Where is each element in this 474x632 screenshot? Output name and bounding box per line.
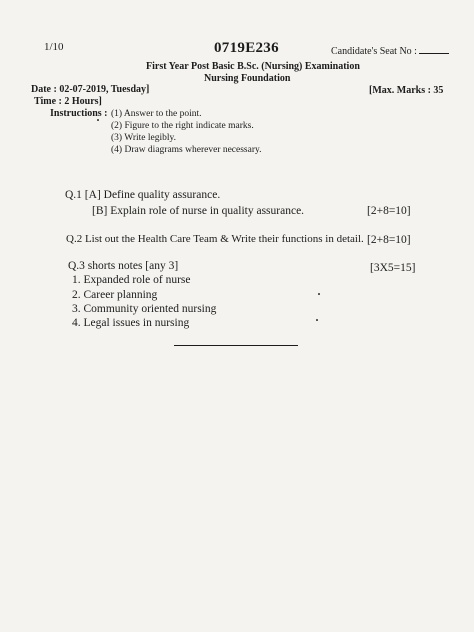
question-3-marks: [3X5=15]: [370, 262, 416, 274]
scan-speck: [316, 319, 318, 321]
subject-title: Nursing Foundation: [204, 73, 291, 84]
question-3-item: 3. Community oriented nursing: [72, 303, 217, 315]
question-2-marks: [2+8=10]: [367, 234, 411, 246]
instruction-item: (4) Draw diagrams wherever necessary.: [111, 145, 262, 155]
question-3: Q.3 shorts notes [any 3]: [68, 260, 179, 272]
scan-speck: [97, 119, 99, 121]
exam-title: First Year Post Basic B.Sc. (Nursing) Examination: [146, 61, 360, 72]
seat-number-field: [331, 44, 449, 57]
instruction-item: (1) Answer to the point.: [111, 109, 202, 119]
paper-code: 0719E236: [214, 40, 279, 56]
max-marks: [Max. Marks : 35: [369, 85, 444, 96]
question-1b: [B] Explain role of nurse in quality assurance.: [92, 205, 305, 217]
instructions-label: Instructions :: [50, 108, 108, 119]
seat-number-blank: [419, 44, 449, 54]
question-1a: Q.1 [A] Define quality assurance.: [65, 189, 221, 201]
seat-number-label: Candidate's Seat No :: [331, 46, 417, 57]
instruction-item: (2) Figure to the right indicate marks.: [111, 121, 254, 131]
question-3-item: 2. Career planning: [72, 289, 158, 301]
question-3-item: 4. Legal issues in nursing: [72, 317, 190, 329]
question-1-marks: [2+8=10]: [367, 205, 411, 217]
end-of-paper-rule: [174, 345, 298, 346]
scan-speck: [318, 293, 320, 295]
page-mark: 1/10: [44, 41, 64, 53]
question-3-item: 1. Expanded role of nurse: [72, 274, 191, 286]
instruction-item: (3) Write legibly.: [111, 133, 177, 143]
exam-date: Date : 02-07-2019, Tuesday]: [31, 84, 150, 95]
question-2: Q.2 List out the Health Care Team & Write their functions in detail.: [66, 233, 364, 245]
exam-duration: Time : 2 Hours]: [34, 96, 102, 107]
